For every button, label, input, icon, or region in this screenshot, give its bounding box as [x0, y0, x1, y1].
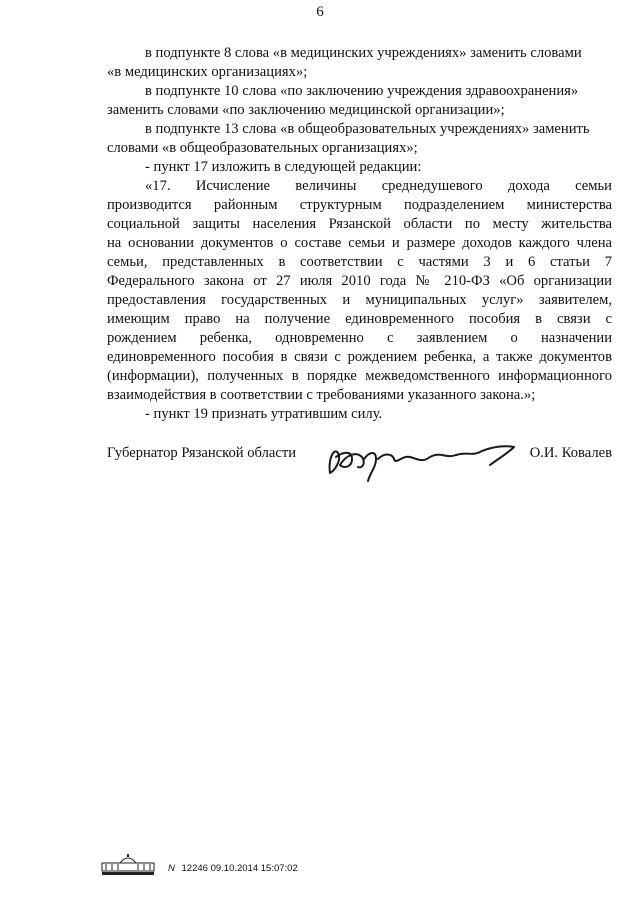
paragraph-5 [107, 177, 612, 196]
paragraph-5-line-last: взаимодействия в соответствии с требованиями указанного закона.»; [107, 387, 536, 403]
paragraph-5-line: социальной защиты населения Рязанской области по месту жительства [107, 216, 612, 232]
paragraph-5-line: единовременного пособия в связи с рождением ребенка, а также документов [107, 349, 612, 365]
paragraph-2-line-2: заменить словами «по заключению медицинской организации»; [107, 102, 505, 118]
paragraph-1 [107, 44, 612, 63]
paragraph-5-line: на основании документов о составе семьи и размере доходов каждого члена [107, 235, 612, 251]
paragraph-5-line: семьи, представленных в соответствии с частями 3 и 6 статьи 7 [107, 254, 612, 270]
paragraph-1-line-1: в подпункте 8 слова «в медицинских учреждениях» заменить словами [145, 45, 582, 61]
paragraph-2-line-1: в подпункте 10 слова «по заключению учреждения здравоохранения» [145, 83, 579, 99]
paragraph-5-line: «17. Исчисление величины среднедушевого дохода семьи [145, 178, 612, 194]
paragraph-5-line: рождением ребенка, одновременно с заявлением о назначении [107, 330, 612, 346]
footer-datetime: 09.10.2014 15:07:02 [210, 863, 298, 874]
paragraph-5-line: предоставления государственных и муниципальных услуг» заявителем, [107, 292, 612, 308]
paragraph-4 [107, 158, 612, 177]
paragraph-2-cont [107, 101, 612, 120]
paragraph-3-line-2: словами «в общеобразовательных организациях»; [107, 140, 418, 156]
paragraph-5-line: имеющим право на получение единовременного пособия в связи с [107, 311, 612, 327]
paragraph-3-cont [107, 139, 612, 158]
government-building-logo-icon [100, 854, 156, 876]
paragraph-3 [107, 120, 612, 139]
paragraph-5-line: (информации), полученных в порядке межведомственного информационного [107, 368, 612, 384]
footer-mark: N [168, 863, 175, 874]
paragraph-6-line: - пункт 19 признать утратившим силу. [145, 406, 383, 422]
paragraph-2 [107, 82, 612, 101]
paragraph-5-line: производится районным структурным подразделением министерства [107, 197, 612, 213]
paragraph-5-cont [107, 196, 612, 405]
footer-doc-number: 12246 [181, 863, 208, 874]
signature-block [107, 443, 612, 483]
paragraph-5-line: Федерального закона от 27 июля 2010 года № 210-ФЗ «Об организации [107, 273, 612, 289]
footer [100, 854, 298, 876]
document-body [107, 44, 612, 424]
paragraph-6 [107, 405, 612, 424]
signatory-title: Губернатор Рязанской области [107, 445, 297, 461]
footer-registration [168, 863, 298, 874]
paragraph-4-line: - пункт 17 изложить в следующей редакции: [145, 159, 422, 175]
signatory-name: О.И. Ковалев [529, 445, 612, 461]
handwritten-signature [322, 437, 517, 487]
paragraph-1-cont [107, 63, 612, 82]
paragraph-3-line-1: в подпункте 13 слова «в общеобразовательных учреждениях» заменить [145, 121, 590, 137]
page-number: 6 [316, 4, 324, 20]
paragraph-1-line-2: «в медицинских организациях»; [107, 64, 308, 80]
